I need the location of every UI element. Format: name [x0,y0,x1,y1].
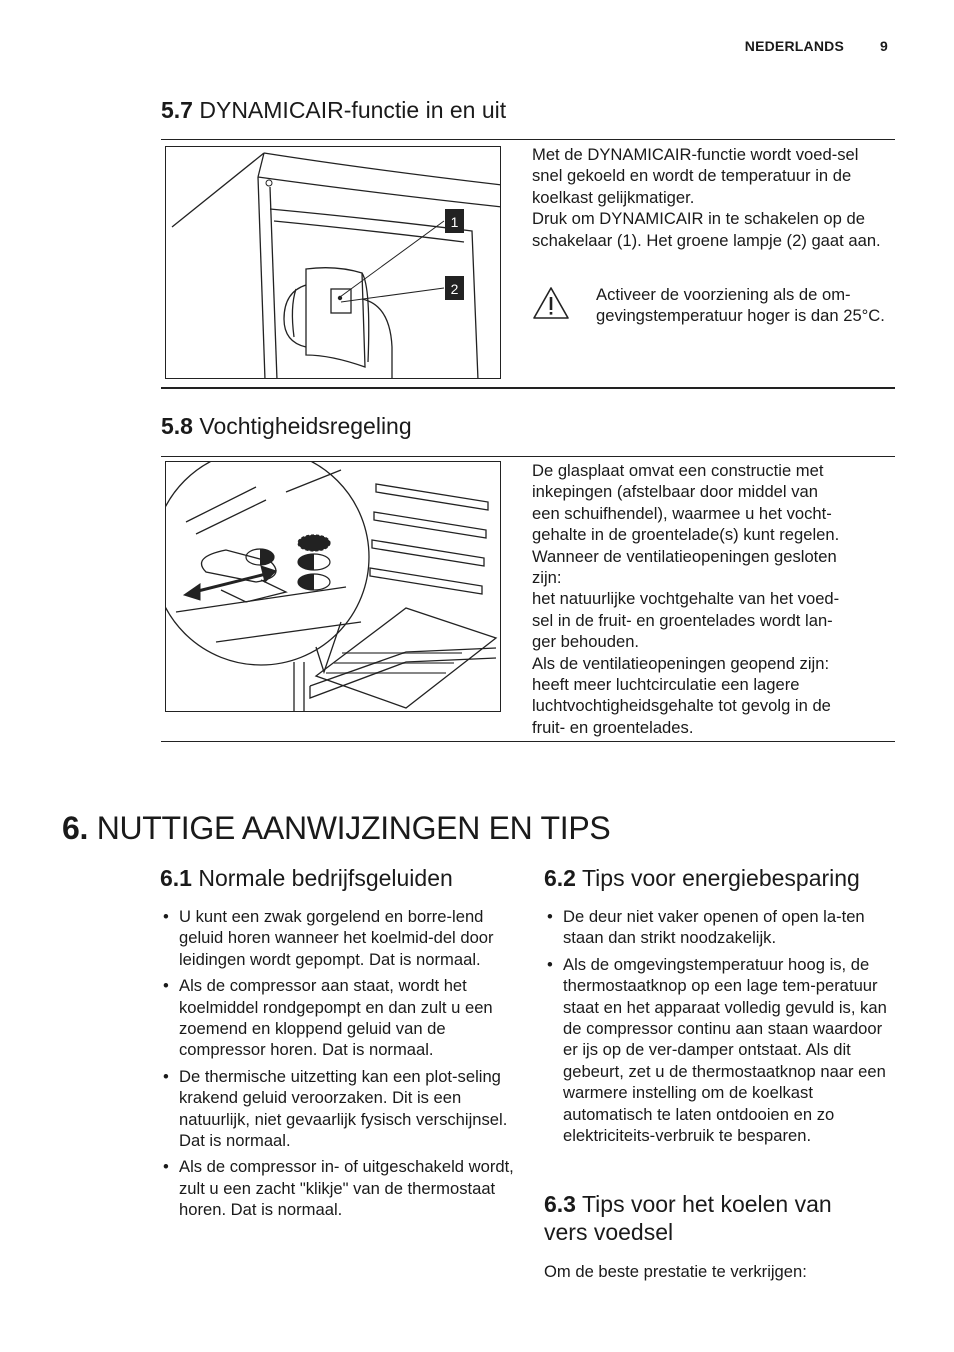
section-5-7-number: 5.7 [161,97,193,123]
list-item: • Als de compressor in- of uitgeschakeld wordt, zult u een zacht "klikje" van de thermostaat horen. Dat is normaal. [160,1156,514,1220]
s58-line: fruit- en groentelades. [532,717,694,737]
s58-line: ger behouden. [532,632,640,652]
section-6-1-list [160,906,514,1226]
list-item: • Als de omgevingstemperatuur hoog is, de thermostaatknop op een lage tem-peratuur staat en het apparaat volledig gevuld is, kan de compressor continu aan staan waardoor er ijs op de ver-damper ontstaat. Als dit gebeurt, zet u de thermostaatknop naar een warmere instelling om de koelkast automatisch te laten ontdooien en zo elektriciteits-verbruik te besparen. [544,954,894,1147]
s58-line: De glasplaat omvat een constructie met [532,461,824,480]
callout-2-label: 2 [450,281,459,297]
section-6-3-number: 6.3 [544,1191,576,1217]
list-item: • De deur niet vaker openen of open la-ten staan dan strikt noodzakelijk. [544,906,894,949]
section-5-8-title: Vochtigheidsregeling [199,413,412,439]
chapter-number: 6. [62,810,89,846]
section-5-8-number: 5.8 [161,413,193,439]
dynamicair-illustration [166,147,501,379]
section-5-7-paragraph-1: Met de DYNAMICAIR-functie wordt voed-sel snel gekoeld en wordt de temperatuur in de koelkast gelijkmatiger. [532,145,859,207]
section-6-2-list [544,906,894,1151]
s58-line: gehalte in de groentelade(s) kunt regelen. [532,525,840,545]
warning-text: Activeer de voorziening als de om-gevingstemperatuur hoger is dan 25°C. [596,285,885,326]
s58-line: sel in de fruit- en groentelades wordt lan- [532,610,833,630]
section-5-8-top-rule [161,456,895,457]
section-6-3-heading [544,1190,894,1246]
section-5-7-text [532,144,888,251]
page-number: 9 [880,38,888,54]
s58-line: Wanneer de ventilatieopeningen gesloten [532,546,837,566]
section-5-7-heading [161,96,506,124]
section-5-7-bottom-rule [161,387,895,389]
list-item: • De thermische uitzetting kan een plot-seling krakend geluid veroorzaken. Dit is een natuurlijk, niet gevaarlijk fysisch verschijnsel. Dat is normaal. [160,1066,514,1152]
chapter-title: NUTTIGE AANWIJZINGEN EN TIPS [96,810,611,846]
page-header [745,38,888,54]
section-5-7-top-rule [161,139,895,140]
humidity-control-illustration [166,462,501,712]
s58-line: heeft meer luchtcirculatie een lagere [532,675,800,695]
header-language: NEDERLANDS [744,38,844,54]
s58-line: luchtvochtigheidsgehalte tot gevolg in de [532,696,831,716]
section-6-1-title: Normale bedrijfsgeluiden [198,865,453,891]
section-6-3-intro: Om de beste prestatie te verkrijgen: [544,1262,807,1281]
chapter-heading [62,808,610,848]
warning-triangle-icon [532,286,570,320]
section-6-2-heading [544,864,860,892]
section-5-8-text [532,460,888,738]
section-5-7-title: DYNAMICAIR-functie in en uit [199,97,507,123]
section-6-1-heading [160,864,453,892]
section-5-8-heading [161,412,412,440]
section-6-3-title-line-1: Tips voor het koelen van [581,1191,832,1217]
s58-line: inkepingen (afstelbaar door middel van [532,482,818,502]
section-5-7-paragraph-2: Druk om DYNAMICAIR in te schakelen op de schakelaar (1). Het groene lampje (2) gaat aan. [532,209,881,250]
list-item: • U kunt een zwak gorgelend en borre-lend geluid horen wanneer het koelmid-del door leidingen wordt gepompt. Dat is normaal. [160,906,514,970]
section-6-3-title-line-2: vers voedsel [544,1219,674,1245]
s58-line: een schuifhendel), waarmee u het vocht- [532,503,832,523]
section-6-1-number: 6.1 [160,865,192,891]
list-item: • Als de compressor aan staat, wordt het koelmiddel rondgepompt en dan zult u een zoemend en kloppend geluid van de compressor horen. Dat is normaal. [160,975,514,1061]
dynamicair-figure [165,146,501,379]
s58-line: Als de ventilatieopeningen geopend zijn: [532,653,830,673]
section-6-2-title: Tips voor energiebesparing [581,865,860,891]
section-5-8-bottom-rule [161,741,895,742]
humidity-control-figure [165,461,501,712]
s58-line: het natuurlijke vochtgehalte van het voed- [532,589,840,609]
callout-1-label: 1 [450,214,459,230]
section-6-2-number: 6.2 [544,865,576,891]
s58-line: zijn: [532,568,562,588]
